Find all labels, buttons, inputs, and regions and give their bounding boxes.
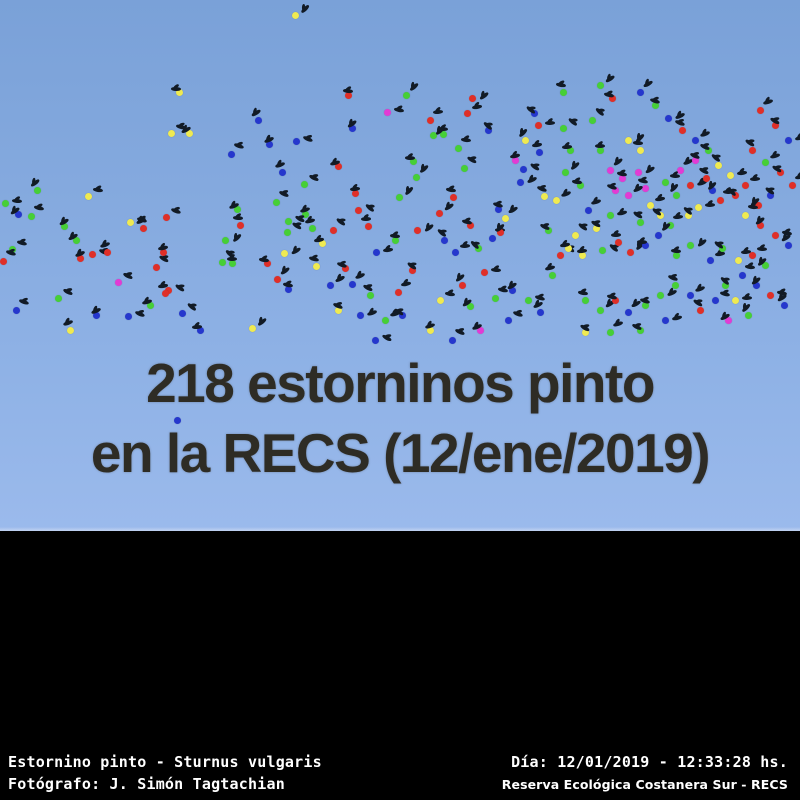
count-dot — [732, 297, 739, 304]
bird-silhouette-icon — [697, 238, 707, 247]
count-dot — [522, 137, 529, 144]
bird-silhouette-icon — [556, 82, 566, 87]
count-dot — [560, 89, 567, 96]
bird-silhouette-icon — [672, 315, 683, 321]
count-dot — [785, 137, 792, 144]
count-dot — [492, 295, 499, 302]
count-dot — [679, 127, 686, 134]
photographer-credit: Fotógrafo: J. Simón Tagtachian — [8, 775, 285, 793]
count-dot — [707, 257, 714, 264]
count-dot — [637, 89, 644, 96]
count-dot — [715, 162, 722, 169]
count-dot — [293, 138, 300, 145]
count-dot — [672, 282, 679, 289]
bird-silhouette-icon — [171, 87, 181, 91]
count-dot — [742, 212, 749, 219]
count-dot — [481, 269, 488, 276]
count-dot — [697, 307, 704, 314]
count-dot — [455, 145, 462, 152]
caption-row-1 — [0, 753, 800, 771]
bird-silhouette-icon — [394, 107, 404, 112]
bird-silhouette-icon — [234, 142, 245, 149]
bird-silhouette-icon — [361, 217, 371, 221]
bird-silhouette-icon — [479, 91, 489, 100]
count-dot — [599, 247, 606, 254]
bird-silhouette-icon — [305, 218, 316, 224]
count-dot — [281, 250, 288, 257]
bird-silhouette-icon — [513, 310, 524, 317]
count-title-line1: 218 estorninos pinto — [146, 352, 654, 414]
bird-silhouette-icon — [336, 217, 346, 226]
bird-silhouette-icon — [745, 264, 755, 269]
count-dot — [179, 310, 186, 317]
count-dot — [727, 172, 734, 179]
bird-silhouette-icon — [12, 199, 22, 203]
bird-silhouette-icon — [723, 190, 733, 194]
bird-silhouette-icon — [737, 170, 747, 175]
bird-silhouette-icon — [455, 328, 466, 335]
count-dot — [384, 109, 391, 116]
count-dot — [395, 289, 402, 296]
count-dot — [127, 219, 134, 226]
bird-silhouette-icon — [693, 299, 703, 307]
count-dot — [712, 297, 719, 304]
count-dot — [153, 264, 160, 271]
count-dot — [742, 182, 749, 189]
bird-silhouette-icon — [530, 162, 540, 171]
bird-silhouette-icon — [527, 176, 538, 183]
bird-silhouette-icon — [604, 92, 615, 98]
count-dot — [549, 272, 556, 279]
bird-silhouette-icon — [669, 183, 679, 192]
count-dot — [785, 242, 792, 249]
count-dot — [757, 107, 764, 114]
count-dot — [662, 179, 669, 186]
bird-silhouette-icon — [613, 157, 623, 166]
count-dot — [355, 207, 362, 214]
bird-silhouette-icon — [777, 294, 787, 302]
count-dot — [703, 175, 710, 182]
bird-silhouette-icon — [257, 317, 267, 326]
count-dot — [615, 239, 622, 246]
count-dot — [687, 292, 694, 299]
count-dot — [469, 95, 476, 102]
count-dot — [607, 212, 614, 219]
count-dot — [520, 166, 527, 173]
bird-silhouette-icon — [795, 174, 800, 179]
bird-silhouette-icon — [444, 203, 454, 211]
bird-silhouette-icon — [532, 142, 542, 147]
bird-silhouette-icon — [171, 207, 182, 214]
count-dot — [637, 219, 644, 226]
count-dot — [285, 218, 292, 225]
count-dot — [762, 159, 769, 166]
count-dot — [607, 167, 614, 174]
bird-silhouette-icon — [300, 4, 310, 14]
bird-silhouette-icon — [355, 272, 366, 279]
bird-silhouette-icon — [251, 109, 261, 117]
bird-silhouette-icon — [568, 117, 578, 126]
count-dot — [452, 249, 459, 256]
count-dot — [365, 223, 372, 230]
count-dot — [427, 117, 434, 124]
bird-silhouette-icon — [699, 167, 709, 175]
bird-silhouette-icon — [613, 321, 624, 327]
count-dot — [373, 249, 380, 256]
bird-silhouette-icon — [757, 247, 767, 251]
count-dot — [735, 257, 742, 264]
count-dot — [781, 302, 788, 309]
count-dot — [525, 297, 532, 304]
bird-silhouette-icon — [461, 137, 471, 142]
bird-silhouette-icon — [745, 139, 755, 147]
count-dot — [625, 192, 632, 199]
bird-silhouette-icon — [383, 247, 393, 252]
bird-silhouette-icon — [700, 130, 711, 137]
bird-silhouette-icon — [291, 247, 301, 255]
bird-silhouette-icon — [365, 203, 375, 212]
bird-silhouette-icon — [748, 204, 758, 209]
bird-silhouette-icon — [275, 161, 286, 168]
bird-silhouette-icon — [591, 199, 602, 205]
bird-silhouette-icon — [705, 203, 715, 207]
count-dot — [657, 292, 664, 299]
bird-silhouette-icon — [303, 135, 314, 142]
bird-silhouette-icon — [617, 171, 628, 177]
bird-silhouette-icon — [595, 107, 605, 116]
count-dot — [627, 249, 634, 256]
bird-silhouette-icon — [159, 255, 169, 263]
count-dot — [0, 258, 7, 265]
bird-silhouette-icon — [390, 233, 400, 238]
bird-silhouette-icon — [562, 145, 572, 149]
count-dot — [536, 149, 543, 156]
count-dot — [585, 207, 592, 214]
count-dot — [572, 232, 579, 239]
count-dot — [673, 192, 680, 199]
bird-silhouette-icon — [491, 268, 501, 272]
bird-silhouette-icon — [283, 282, 294, 288]
count-dot — [635, 169, 642, 176]
count-dot — [89, 251, 96, 258]
bird-silhouette-icon — [63, 319, 74, 326]
count-dot — [589, 117, 596, 124]
bird-silhouette-icon — [123, 272, 133, 280]
bird-silhouette-icon — [742, 296, 752, 300]
bird-silhouette-icon — [350, 186, 360, 191]
bird-silhouette-icon — [259, 257, 269, 262]
count-dot — [413, 174, 420, 181]
bird-silhouette-icon — [667, 289, 678, 296]
count-dot — [284, 229, 291, 236]
bird-silhouette-icon — [795, 135, 800, 141]
count-dot — [437, 297, 444, 304]
bird-silhouette-icon — [578, 222, 588, 231]
bird-silhouette-icon — [715, 251, 725, 256]
bird-silhouette-icon — [279, 190, 290, 197]
bird-silhouette-icon — [611, 233, 621, 237]
count-dot — [607, 329, 614, 336]
bird-silhouette-icon — [419, 164, 429, 173]
bird-silhouette-icon — [30, 178, 40, 187]
location-name: Reserva Ecológica Costanera Sur - RECS — [501, 777, 788, 792]
bird-silhouette-icon — [433, 110, 443, 114]
bird-silhouette-icon — [63, 288, 73, 296]
bird-silhouette-icon — [670, 174, 680, 178]
count-dot — [749, 252, 756, 259]
count-dot — [163, 214, 170, 221]
count-dot — [55, 295, 62, 302]
count-dot — [450, 194, 457, 201]
count-dot — [125, 313, 132, 320]
count-dot — [655, 232, 662, 239]
count-dot — [309, 225, 316, 232]
bird-silhouette-icon — [367, 309, 378, 316]
count-dot — [749, 147, 756, 154]
count-dot — [273, 199, 280, 206]
bird-silhouette-icon — [93, 187, 103, 192]
count-dot — [104, 249, 111, 256]
bird-silhouette-icon — [668, 274, 679, 281]
bird-silhouette-icon — [763, 99, 774, 105]
count-title — [0, 348, 800, 488]
count-dot — [789, 182, 796, 189]
count-dot — [665, 115, 672, 122]
count-dot — [597, 147, 604, 154]
count-dot — [541, 193, 548, 200]
count-dot — [255, 117, 262, 124]
count-dot — [396, 194, 403, 201]
bird-silhouette-icon — [437, 228, 447, 237]
bird-silhouette-icon — [770, 153, 781, 159]
count-dot — [2, 200, 9, 207]
count-dot — [449, 337, 456, 344]
bird-silhouette-icon — [446, 187, 456, 192]
count-dot — [560, 125, 567, 132]
bird-silhouette-icon — [424, 223, 434, 232]
count-dot — [692, 137, 699, 144]
bird-silhouette-icon — [363, 284, 373, 292]
count-dot — [464, 110, 471, 117]
date-time: Día: 12/01/2019 - 12:33:28 hs. — [511, 753, 788, 771]
bird-silhouette-icon — [617, 210, 628, 216]
bird-silhouette-icon — [401, 281, 411, 286]
count-dot — [597, 307, 604, 314]
count-dot — [562, 169, 569, 176]
count-dot — [767, 292, 774, 299]
count-dot — [459, 282, 466, 289]
count-dot — [301, 181, 308, 188]
count-dot — [695, 204, 702, 211]
bird-silhouette-icon — [405, 156, 415, 160]
species-name: Estornino pinto - Sturnus vulgaris — [8, 753, 322, 771]
count-dot — [168, 130, 175, 137]
count-dot — [219, 259, 226, 266]
count-dot — [228, 151, 235, 158]
bird-silhouette-icon — [638, 178, 649, 184]
count-dot — [372, 337, 379, 344]
count-dot — [553, 197, 560, 204]
count-dot — [229, 260, 236, 267]
bird-silhouette-icon — [595, 144, 605, 148]
bird-silhouette-icon — [309, 256, 320, 262]
count-title-line2: en la RECS (12/ene/2019) — [90, 422, 710, 484]
count-dot — [279, 169, 286, 176]
bird-silhouette-icon — [578, 290, 588, 295]
bird-silhouette-icon — [187, 302, 197, 311]
bird-silhouette-icon — [545, 121, 555, 125]
count-dot — [249, 325, 256, 332]
count-dot — [517, 179, 524, 186]
bird-silhouette-icon — [570, 161, 580, 170]
bird-silhouette-icon — [17, 240, 28, 246]
count-dot — [557, 252, 564, 259]
bird-silhouette-icon — [572, 179, 582, 184]
bird-silhouette-icon — [467, 156, 477, 164]
count-dot — [237, 222, 244, 229]
count-dot — [292, 12, 299, 19]
bird-silhouette-icon — [645, 166, 655, 174]
count-dot — [637, 147, 644, 154]
count-dot — [582, 297, 589, 304]
count-dot — [403, 92, 410, 99]
bird-silhouette-icon — [750, 177, 760, 181]
bird-silhouette-icon — [233, 216, 243, 220]
count-dot — [274, 276, 281, 283]
count-dot — [382, 317, 389, 324]
count-dot — [436, 210, 443, 217]
count-dot — [625, 137, 632, 144]
bird-silhouette-icon — [6, 249, 17, 256]
bird-silhouette-icon — [462, 219, 473, 225]
bird-silhouette-icon — [192, 325, 202, 329]
bird-silhouette-icon — [518, 128, 528, 137]
bird-silhouette-icon — [741, 303, 751, 312]
bird-silhouette-icon — [292, 222, 302, 230]
bird-silhouette-icon — [135, 310, 146, 317]
count-dot — [115, 279, 122, 286]
bird-silhouette-icon — [175, 283, 185, 292]
bird-silhouette-icon — [577, 248, 587, 253]
caption-block — [0, 753, 800, 793]
count-dot — [505, 317, 512, 324]
count-dot — [327, 282, 334, 289]
bird-silhouette-icon — [637, 240, 647, 244]
count-dot — [502, 215, 509, 222]
bird-silhouette-icon — [455, 273, 465, 282]
count-dot — [745, 312, 752, 319]
bird-silhouette-icon — [409, 82, 419, 91]
bird-silhouette-icon — [343, 88, 353, 93]
count-dot — [772, 232, 779, 239]
bird-silhouette-icon — [232, 233, 242, 242]
bird-silhouette-icon — [545, 265, 556, 271]
count-dot — [367, 292, 374, 299]
count-dot — [67, 327, 74, 334]
count-dot — [535, 122, 542, 129]
bird-silhouette-icon — [445, 291, 455, 296]
count-dot — [597, 82, 604, 89]
bird-silhouette-icon — [533, 301, 544, 309]
count-dot — [13, 307, 20, 314]
count-dot — [349, 281, 356, 288]
bird-silhouette-icon — [720, 291, 731, 297]
count-dot — [140, 225, 147, 232]
count-dot — [625, 309, 632, 316]
bird-silhouette-icon — [643, 80, 653, 88]
count-dot — [739, 272, 746, 279]
count-dot — [441, 237, 448, 244]
bird-silhouette-icon — [508, 206, 518, 214]
bird-silhouette-icon — [675, 119, 686, 126]
bird-silhouette-icon — [382, 334, 392, 342]
bird-silhouette-icon — [561, 190, 572, 197]
count-dot — [85, 193, 92, 200]
count-dot — [537, 309, 544, 316]
bird-silhouette-icon — [633, 211, 643, 219]
bird-silhouette-icon — [633, 141, 643, 145]
bird-silhouette-icon — [280, 266, 290, 275]
bird-silhouette-icon — [227, 257, 237, 261]
bird-silhouette-icon — [781, 234, 791, 242]
bird-silhouette-icon — [460, 244, 470, 248]
bird-silhouette-icon — [19, 298, 30, 305]
count-dot — [34, 187, 41, 194]
bird-silhouette-icon — [711, 153, 721, 162]
bird-silhouette-icon — [673, 215, 683, 219]
bird-silhouette-icon — [404, 186, 414, 196]
bird-silhouette-icon — [695, 285, 706, 292]
bird-silhouette-icon — [671, 248, 681, 253]
count-dot — [357, 312, 364, 319]
count-dot — [414, 227, 421, 234]
count-dot — [330, 227, 337, 234]
bird-silhouette-icon — [309, 174, 319, 182]
count-dot — [489, 235, 496, 242]
count-dot — [461, 165, 468, 172]
count-dot — [28, 213, 35, 220]
count-dot — [687, 242, 694, 249]
bird-silhouette-icon — [34, 205, 45, 211]
count-dot — [313, 263, 320, 270]
bird-silhouette-icon — [655, 196, 665, 201]
count-dot — [687, 182, 694, 189]
bird-silhouette-icon — [335, 275, 345, 283]
bird-silhouette-icon — [537, 185, 548, 192]
count-dot — [662, 317, 669, 324]
bird-silhouette-icon — [605, 75, 615, 83]
bird-silhouette-icon — [136, 217, 147, 225]
caption-row-2 — [0, 775, 800, 793]
count-dot — [162, 290, 169, 297]
count-dot — [717, 197, 724, 204]
bird-silhouette-icon — [472, 104, 482, 109]
bird-silhouette-icon — [633, 185, 643, 193]
count-dot — [222, 237, 229, 244]
